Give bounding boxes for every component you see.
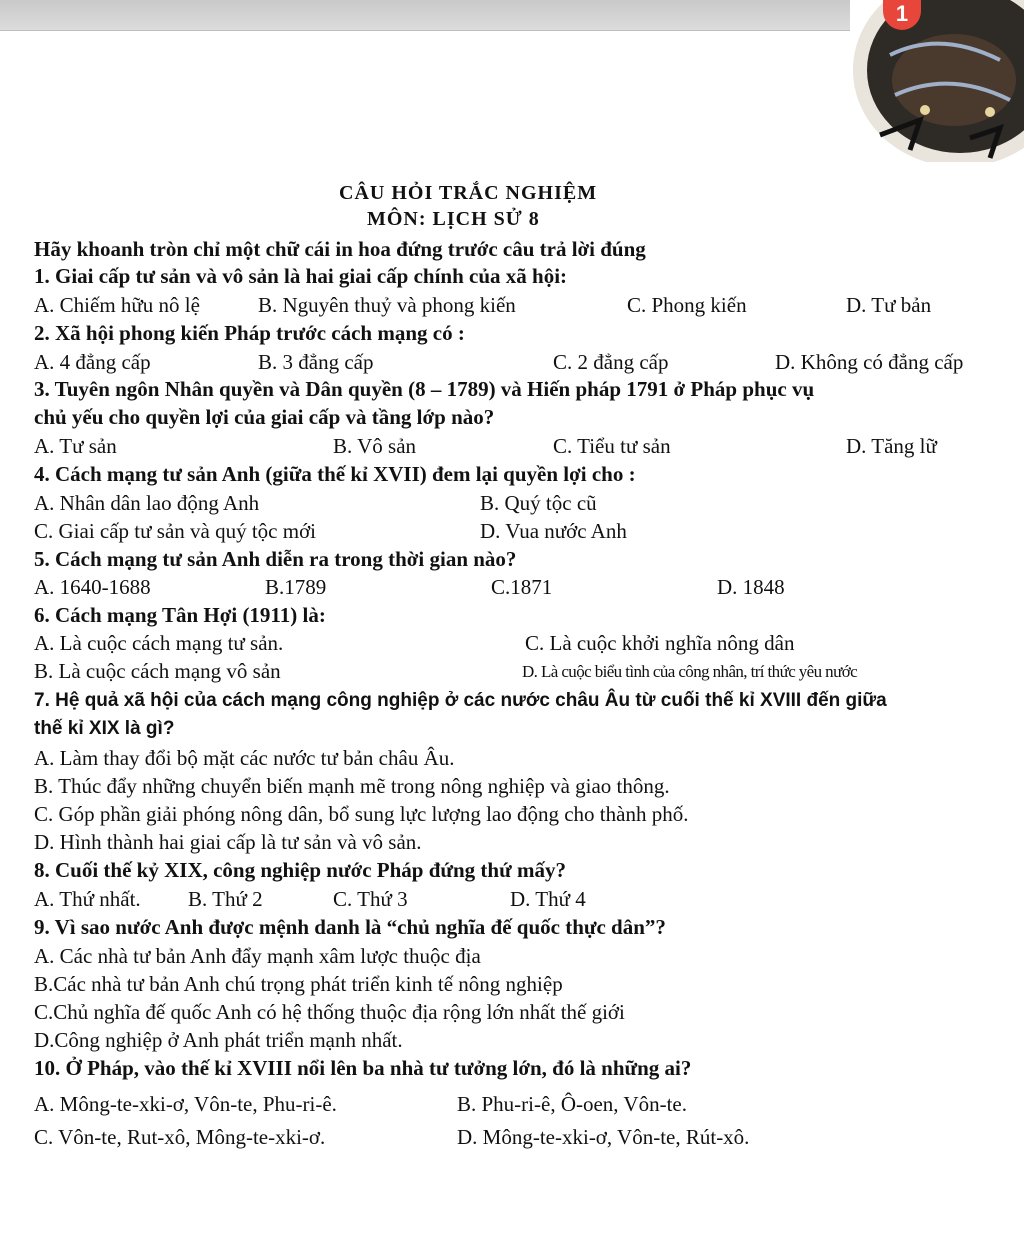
option-9d[interactable]: D.Công nghiệp ở Anh phát triển mạnh nhất. [34, 1028, 403, 1052]
option-2d[interactable]: D. Không có đẳng cấp [775, 350, 964, 374]
option-9a[interactable]: A. Các nhà tư bản Anh đẩy mạnh xâm lược thuộc địa [34, 944, 481, 968]
option-3a[interactable]: A. Tư sản [34, 434, 117, 458]
question-7-cont: thế kỉ XIX là gì? [34, 718, 175, 739]
option-5d[interactable]: D. 1848 [717, 575, 785, 599]
option-5a[interactable]: A. 1640-1688 [34, 575, 151, 599]
option-7d[interactable]: D. Hình thành hai giai cấp là tư sản và vô sản. [34, 830, 422, 854]
option-6d[interactable]: D. Là cuộc biểu tình của công nhân, trí thức yêu nước [522, 662, 858, 681]
option-3d[interactable]: D. Tăng lữ [846, 434, 937, 458]
question-7: 7. Hệ quả xã hội của cách mạng công nghiệp ở các nước châu Âu từ cuối thế kỉ XVIII đến giữa [34, 690, 887, 711]
option-8c[interactable]: C. Thứ 3 [333, 887, 408, 911]
option-2a[interactable]: A. 4 đẳng cấp [34, 350, 151, 374]
option-8a[interactable]: A. Thứ nhất. [34, 887, 141, 911]
option-6a[interactable]: A. Là cuộc cách mạng tư sản. [34, 631, 284, 655]
question-10: 10. Ở Pháp, vào thế kỉ XVIII nổi lên ba nhà tư tưởng lớn, đó là những ai? [34, 1056, 692, 1080]
option-6c[interactable]: C. Là cuộc khởi nghĩa nông dân [525, 631, 795, 655]
option-1c[interactable]: C. Phong kiến [627, 293, 747, 317]
option-10d[interactable]: D. Mông-te-xki-ơ, Vôn-te, Rút-xô. [457, 1125, 750, 1149]
notification-badge: 1 [883, 0, 921, 30]
doc-subject: MÔN: LỊCH SỬ 8 [367, 208, 540, 230]
option-10c[interactable]: C. Vôn-te, Rut-xô, Mông-te-xki-ơ. [34, 1125, 326, 1149]
option-5c[interactable]: C.1871 [491, 575, 553, 599]
option-9b[interactable]: B.Các nhà tư bản Anh chú trọng phát triển kinh tế nông nghiệp [34, 972, 563, 996]
option-7a[interactable]: A. Làm thay đổi bộ mặt các nước tư bản châu Âu. [34, 746, 455, 770]
option-1d[interactable]: D. Tư bản [846, 293, 932, 317]
option-2c[interactable]: C. 2 đẳng cấp [553, 350, 669, 374]
option-10b[interactable]: B. Phu-ri-ê, Ô-oen, Vôn-te. [457, 1092, 687, 1116]
doc-title: CÂU HỎI TRẮC NGHIỆM [339, 182, 598, 204]
option-6b[interactable]: B. Là cuộc cách mạng vô sản [34, 659, 281, 683]
option-4a[interactable]: A. Nhân dân lao động Anh [34, 491, 260, 515]
question-4: 4. Cách mạng tư sản Anh (giữa thế kỉ XVII) đem lại quyền lợi cho : [34, 462, 636, 486]
option-9c[interactable]: C.Chủ nghĩa đế quốc Anh có hệ thống thuộc địa rộng lớn nhất thế giới [34, 1000, 625, 1024]
option-1b[interactable]: B. Nguyên thuỷ và phong kiến [258, 293, 516, 317]
option-5b[interactable]: B.1789 [265, 575, 327, 599]
question-8: 8. Cuối thế kỷ XIX, công nghiệp nước Pháp đứng thứ mấy? [34, 858, 566, 882]
instruction: Hãy khoanh tròn chỉ một chữ cái in hoa đứng trước câu trả lời đúng [34, 237, 646, 261]
option-8d[interactable]: D. Thứ 4 [510, 887, 586, 911]
question-5: 5. Cách mạng tư sản Anh diễn ra trong thời gian nào? [34, 547, 517, 571]
option-1a[interactable]: A. Chiếm hữu nô lệ [34, 293, 200, 317]
option-4c[interactable]: C. Giai cấp tư sản và quý tộc mới [34, 519, 317, 543]
option-3b[interactable]: B. Vô sản [333, 434, 417, 458]
option-2b[interactable]: B. 3 đẳng cấp [258, 350, 374, 374]
question-3-cont: chủ yếu cho quyền lợi của giai cấp và tầng lớp nào? [34, 405, 495, 429]
question-6: 6. Cách mạng Tân Hợi (1911) là: [34, 603, 326, 627]
option-7c[interactable]: C. Góp phần giải phóng nông dân, bổ sung lực lượng lao động cho thành phố. [34, 802, 689, 826]
option-7b[interactable]: B. Thúc đẩy những chuyển biến mạnh mẽ trong nông nghiệp và giao thông. [34, 774, 670, 798]
option-8b[interactable]: B. Thứ 2 [188, 887, 263, 911]
option-10a[interactable]: A. Mông-te-xki-ơ, Vôn-te, Phu-ri-ê. [34, 1092, 337, 1116]
option-4d[interactable]: D. Vua nước Anh [480, 519, 627, 543]
option-4b[interactable]: B. Quý tộc cũ [480, 491, 597, 515]
question-9: 9. Vì sao nước Anh được mệnh danh là “chủ nghĩa đế quốc thực dân”? [34, 915, 666, 939]
option-3c[interactable]: C. Tiểu tư sản [553, 434, 671, 458]
question-1: 1. Giai cấp tư sản và vô sản là hai giai cấp chính của xã hội: [34, 264, 568, 288]
question-2: 2. Xã hội phong kiến Pháp trước cách mạng có : [34, 321, 465, 345]
question-3: 3. Tuyên ngôn Nhân quyền và Dân quyền (8 – 1789) và Hiến pháp 1791 ở Pháp phục vụ [34, 377, 815, 401]
